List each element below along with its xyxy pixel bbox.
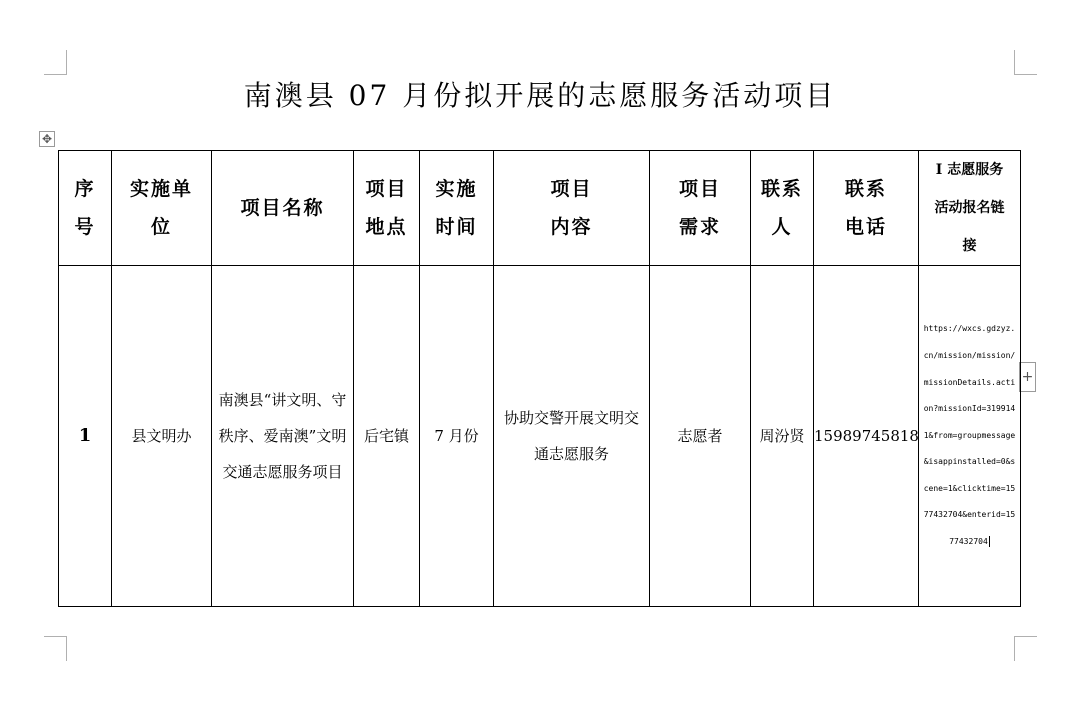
header-cell-project-name[interactable]: 项目名称 — [212, 151, 354, 266]
header-cell-signup-link[interactable]: I 志愿服务 活动报名链 接 — [919, 151, 1021, 266]
activity-table — [58, 150, 1021, 607]
page-corner-mark-bottom-left — [44, 636, 67, 661]
header-cell-unit[interactable]: 实施单 位 — [112, 151, 212, 266]
page-corner-mark-bottom-right — [1014, 636, 1037, 661]
cell-location[interactable]: 后宅镇 — [354, 266, 420, 607]
page-corner-mark-top-right — [1014, 50, 1037, 75]
cell-project-name[interactable]: 南澳县“讲文明、守秩序、爱南澳”文明交通志愿服务项目 — [212, 266, 354, 607]
header-cell-time[interactable]: 实施 时间 — [420, 151, 494, 266]
cell-need[interactable]: 志愿者 — [650, 266, 751, 607]
cell-signup-link[interactable] — [919, 266, 1021, 607]
table-row — [59, 266, 1021, 607]
header-cell-no[interactable]: 序 号 — [59, 151, 112, 266]
cell-unit[interactable]: 县文明办 — [112, 266, 212, 607]
cell-no[interactable]: 1 — [59, 266, 112, 607]
header-cell-contact[interactable]: 联系 人 — [751, 151, 814, 266]
header-cell-phone[interactable]: 联系 电话 — [814, 151, 919, 266]
add-column-button[interactable]: + — [1019, 362, 1036, 392]
page-corner-mark-top-left — [44, 50, 67, 75]
header-cell-location[interactable]: 项目 地点 — [354, 151, 420, 266]
cell-contact[interactable]: 周汾贤 — [751, 266, 814, 607]
cell-phone[interactable]: 15989745818 — [814, 266, 919, 607]
document-title: 南澳县 07 月份拟开展的志愿服务活动项目 — [243, 79, 837, 112]
cell-content[interactable]: 协助交警开展文明交通志愿服务 — [494, 266, 650, 607]
header-cell-content[interactable]: 项目 内容 — [494, 151, 650, 266]
signup-link-text[interactable]: https://wxcs.gdzyz.cn/mission/mission/missionDetails.action?missionId=3199141&from=groupmessage&isappinstalled=0&scene=1&clicktime=1577432704&enterid=1577432704 — [923, 324, 1016, 547]
text-cursor — [989, 536, 990, 547]
cell-time[interactable]: 7 月份 — [420, 266, 494, 607]
table-header-row — [59, 151, 1021, 266]
table-move-handle-icon[interactable]: ✥ — [39, 131, 55, 147]
header-cell-need[interactable]: 项目 需求 — [650, 151, 751, 266]
